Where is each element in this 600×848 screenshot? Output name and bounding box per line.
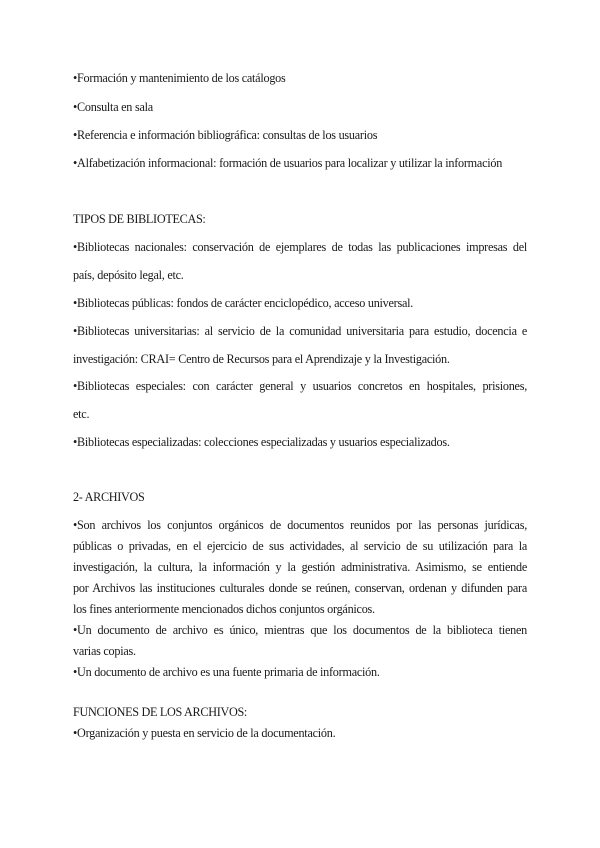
section-heading-archivos: 2- ARCHIVOS <box>73 490 145 504</box>
text-line: etc. <box>73 407 90 421</box>
text-line: •Un documento de archivo es una fuente primaria de información. <box>73 665 380 679</box>
text-line: investigación, la cultura, la información y la gestión administrativa. Asimismo, se entiende <box>73 560 527 574</box>
list-item: •Referencia e información bibliográfica: consultas de los usuarios <box>73 128 378 142</box>
text-line: •Bibliotecas universitarias: al servicio de la comunidad universitaria para estudio, docencia e <box>73 324 527 338</box>
text-line: •Son archivos los conjuntos orgánicos de documentos reunidos por las personas jurídicas, <box>73 518 527 532</box>
list-item: •Consulta en sala <box>73 100 153 114</box>
section-heading-funciones: FUNCIONES DE LOS ARCHIVOS: <box>73 705 248 719</box>
text-line: •Organización y puesta en servicio de la documentación. <box>73 726 336 740</box>
text-line: los fines anteriormente mencionados dichos conjuntos orgánicos. <box>73 602 375 616</box>
section-heading-tipos: TIPOS DE BIBLIOTECAS: <box>73 212 206 226</box>
text-line: •Bibliotecas nacionales: conservación de ejemplares de todas las publicaciones impresas del <box>73 240 527 254</box>
list-item: •Alfabetización informacional: formación de usuarios para localizar y utilizar la información <box>73 156 503 170</box>
text-line: investigación: CRAI= Centro de Recursos para el Aprendizaje y la Investigación. <box>73 352 450 366</box>
text-line: por Archivos las instituciones culturales donde se reúnen, conservan, ordenan y difunden para <box>73 581 527 595</box>
text-line: públicas o privadas, en el ejercicio de sus actividades, al servicio de su utilización para la <box>73 539 527 553</box>
list-item: •Formación y mantenimiento de los catálogos <box>73 71 286 85</box>
text-line: •Bibliotecas especializadas: colecciones especializadas y usuarios especializados. <box>73 435 450 449</box>
text-line: país, depósito legal, etc. <box>73 268 184 282</box>
text-line: •Un documento de archivo es único, mientras que los documentos de la biblioteca tienen <box>73 623 527 637</box>
text-line: •Bibliotecas especiales: con carácter general y usuarios concretos en hospitales, prisiones, <box>73 379 527 393</box>
text-line: varias copias. <box>73 644 136 658</box>
text-line: •Bibliotecas públicas: fondos de carácter enciclopédico, acceso universal. <box>73 296 414 310</box>
